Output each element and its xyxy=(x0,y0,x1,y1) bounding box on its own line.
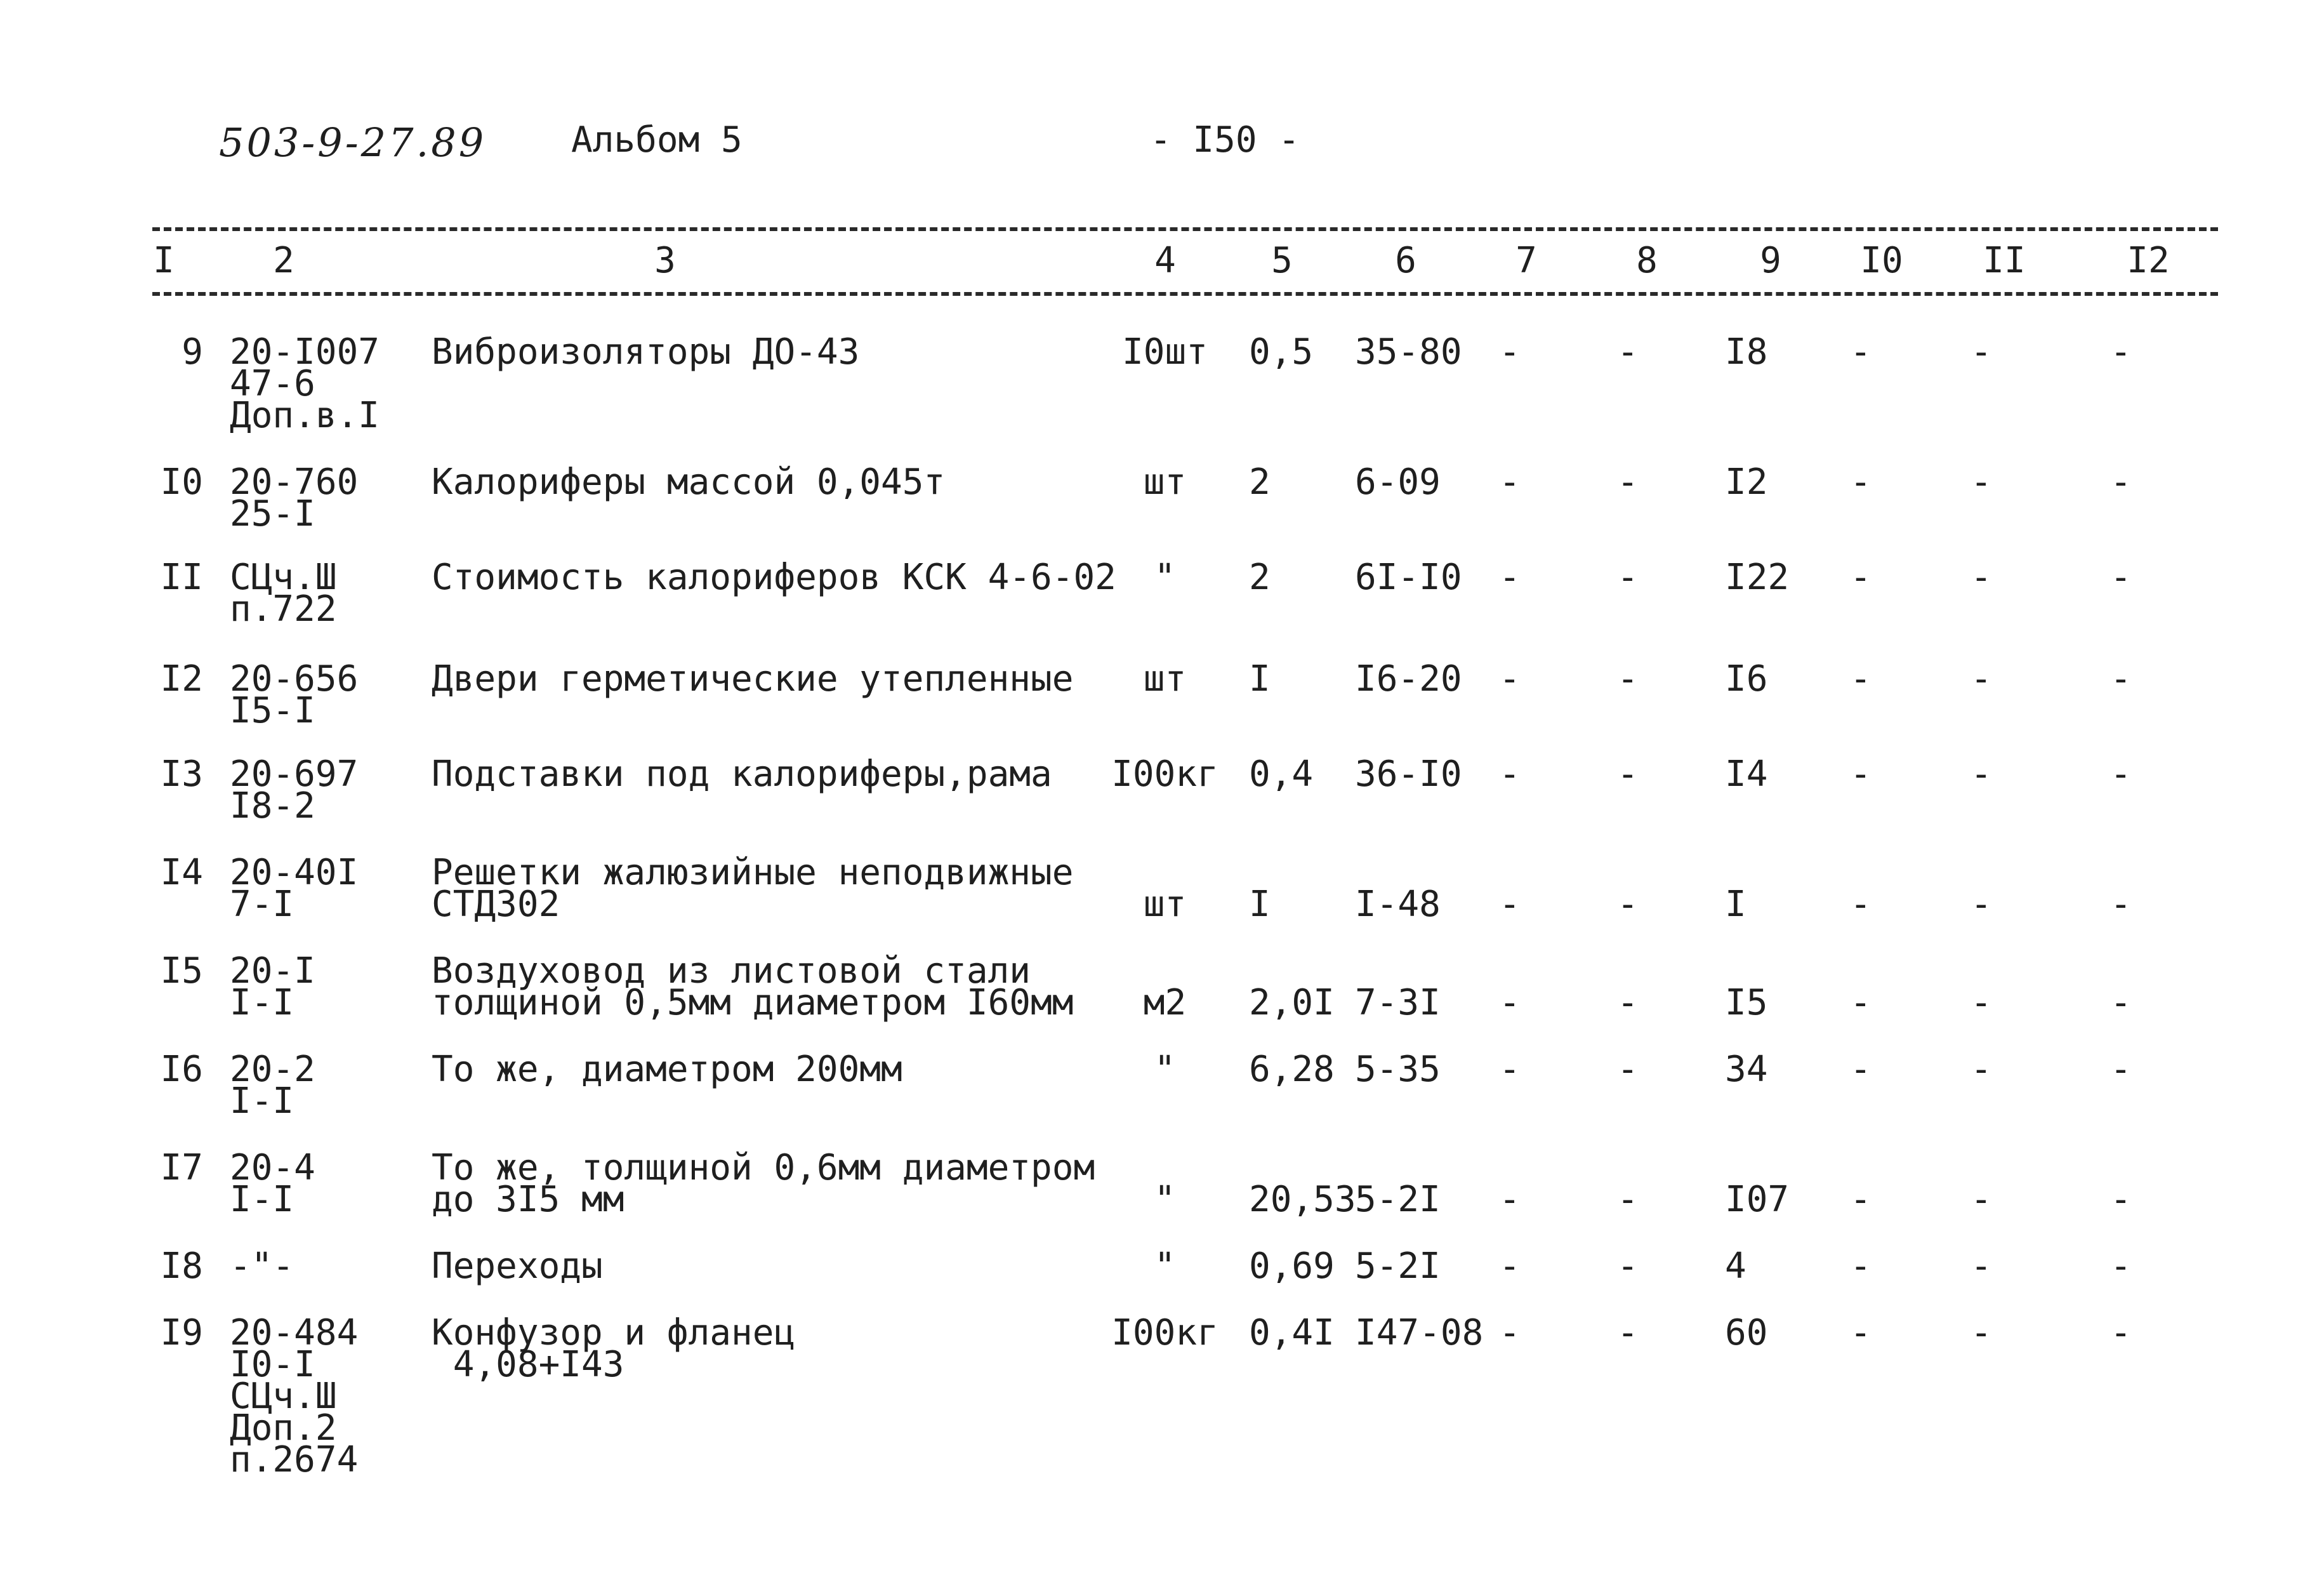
col12-cell: - xyxy=(2110,1312,2132,1353)
col11-cell: - xyxy=(1971,884,1992,925)
document-code: 503-9-27.89 xyxy=(219,119,487,166)
col12-cell: - xyxy=(2110,884,2132,925)
price-cell: 6I-I0 xyxy=(1355,557,1462,598)
price-cell: I6-20 xyxy=(1355,658,1462,700)
col7-cell: - xyxy=(1499,884,1521,925)
col7-cell: - xyxy=(1499,331,1521,373)
col11-cell: - xyxy=(1971,658,1992,700)
norm-code: 20-I I-I xyxy=(230,950,315,1023)
unit-cell: " xyxy=(1154,1049,1176,1090)
col7-cell: - xyxy=(1499,754,1521,795)
col11-cell: - xyxy=(1971,982,1992,1023)
col9-cell: I5 xyxy=(1725,982,1768,1023)
col7-cell: - xyxy=(1499,1179,1521,1220)
work-name: Калориферы массой 0,045т xyxy=(432,462,946,503)
column-header: 4 xyxy=(1154,240,1176,281)
col9-cell: I xyxy=(1725,884,1746,925)
col12-cell: - xyxy=(2110,1179,2132,1220)
quantity-cell: 0,4I xyxy=(1249,1312,1335,1353)
col8-cell: - xyxy=(1617,1179,1639,1220)
column-header: II xyxy=(1983,240,2026,281)
norm-code: -"- xyxy=(230,1246,294,1287)
column-header: 2 xyxy=(273,240,294,281)
row-number: I3 xyxy=(160,754,203,795)
col10-cell: - xyxy=(1850,1246,1872,1287)
col10-cell: - xyxy=(1850,884,1872,925)
col8-cell: - xyxy=(1617,982,1639,1023)
col10-cell: - xyxy=(1850,1049,1872,1090)
col9-cell: 60 xyxy=(1725,1312,1768,1353)
norm-code: 20-656 I5-I xyxy=(230,658,359,731)
column-header: 9 xyxy=(1760,240,1781,281)
price-cell: I-48 xyxy=(1355,884,1441,925)
price-cell: I47-08 xyxy=(1355,1312,1484,1353)
row-number: II xyxy=(160,557,203,598)
work-name: Двери герметические утепленные xyxy=(432,658,1074,700)
col12-cell: - xyxy=(2110,557,2132,598)
quantity-cell: 0,4 xyxy=(1249,754,1314,795)
column-header: I2 xyxy=(2127,240,2170,281)
price-cell: 35-80 xyxy=(1355,331,1462,373)
col12-cell: - xyxy=(2110,1049,2132,1090)
col7-cell: - xyxy=(1499,1312,1521,1353)
col9-cell: I4 xyxy=(1725,754,1768,795)
price-cell: 7-3I xyxy=(1355,982,1441,1023)
column-header: 3 xyxy=(654,240,676,281)
col9-cell: I6 xyxy=(1725,658,1768,700)
col7-cell: - xyxy=(1499,1246,1521,1287)
col9-cell: I2 xyxy=(1725,462,1768,503)
header-rule-bottom xyxy=(152,292,2218,296)
row-number: I9 xyxy=(160,1312,203,1353)
norm-code: 20-40I 7-I xyxy=(230,852,359,925)
row-number: I8 xyxy=(160,1246,203,1287)
column-header-row xyxy=(0,240,2324,291)
norm-code: 20-I007 47-6 Доп.в.I xyxy=(230,331,380,436)
unit-cell: I00кг xyxy=(1111,1312,1218,1353)
album-label: Альбом 5 xyxy=(571,119,743,161)
price-cell: 5-35 xyxy=(1355,1049,1441,1090)
quantity-cell: 0,5 xyxy=(1249,331,1314,373)
column-header: I0 xyxy=(1860,240,1903,281)
col11-cell: - xyxy=(1971,1312,1992,1353)
column-header: 8 xyxy=(1636,240,1658,281)
col7-cell: - xyxy=(1499,557,1521,598)
col10-cell: - xyxy=(1850,557,1872,598)
norm-code: 20-484 I0-I СЦч.Ш Доп.2 п.2674 xyxy=(230,1312,359,1480)
col7-cell: - xyxy=(1499,982,1521,1023)
col8-cell: - xyxy=(1617,1049,1639,1090)
col8-cell: - xyxy=(1617,331,1639,373)
row-number: I5 xyxy=(160,950,203,992)
col11-cell: - xyxy=(1971,462,1992,503)
unit-cell: " xyxy=(1154,1246,1176,1287)
price-cell: 36-I0 xyxy=(1355,754,1462,795)
quantity-cell: 0,69 xyxy=(1249,1246,1335,1287)
col11-cell: - xyxy=(1971,1179,1992,1220)
column-header: I xyxy=(153,240,175,281)
norm-code: 20-4 I-I xyxy=(230,1147,315,1220)
row-number: 9 xyxy=(182,331,203,373)
norm-code: 20-697 I8-2 xyxy=(230,754,359,827)
row-number: I4 xyxy=(160,852,203,893)
row-number: I2 xyxy=(160,658,203,700)
row-number: I7 xyxy=(160,1147,203,1188)
unit-cell: I00кг xyxy=(1111,754,1218,795)
work-name: Воздуховод из листовой стали толщиной 0,5мм диаметром I60мм xyxy=(432,950,1074,1023)
work-name: То же, толщиной 0,6мм диаметром до 3I5 мм xyxy=(432,1147,1095,1220)
col9-cell: I22 xyxy=(1725,557,1790,598)
price-cell: 6-09 xyxy=(1355,462,1441,503)
col8-cell: - xyxy=(1617,462,1639,503)
column-header: 6 xyxy=(1395,240,1416,281)
col12-cell: - xyxy=(2110,1246,2132,1287)
page-number: - I50 - xyxy=(1150,119,1300,161)
column-header: 5 xyxy=(1271,240,1293,281)
col8-cell: - xyxy=(1617,754,1639,795)
work-name: Подставки под калориферы,рама xyxy=(432,754,1052,795)
col12-cell: - xyxy=(2110,658,2132,700)
col12-cell: - xyxy=(2110,982,2132,1023)
col10-cell: - xyxy=(1850,462,1872,503)
col10-cell: - xyxy=(1850,331,1872,373)
col10-cell: - xyxy=(1850,1312,1872,1353)
col12-cell: - xyxy=(2110,331,2132,373)
header-rule-top xyxy=(152,227,2218,231)
work-name: Стоимость калориферов КСК 4-6-02 xyxy=(432,557,1116,598)
quantity-cell: 2,0I xyxy=(1249,982,1335,1023)
quantity-cell: 20,53 xyxy=(1249,1179,1356,1220)
unit-cell: шт xyxy=(1143,884,1187,925)
col8-cell: - xyxy=(1617,884,1639,925)
quantity-cell: 6,28 xyxy=(1249,1049,1335,1090)
col9-cell: I07 xyxy=(1725,1179,1790,1220)
col8-cell: - xyxy=(1617,1246,1639,1287)
row-number: I6 xyxy=(160,1049,203,1090)
col11-cell: - xyxy=(1971,557,1992,598)
col9-cell: I8 xyxy=(1725,331,1768,373)
norm-code: 20-760 25-I xyxy=(230,462,359,535)
col11-cell: - xyxy=(1971,1246,1992,1287)
unit-cell: шт xyxy=(1143,462,1187,503)
work-name: Решетки жалюзийные неподвижные СТД302 xyxy=(432,852,1074,925)
col9-cell: 4 xyxy=(1725,1246,1746,1287)
work-name: Виброизоляторы ДО-43 xyxy=(432,331,860,373)
col12-cell: - xyxy=(2110,754,2132,795)
col10-cell: - xyxy=(1850,982,1872,1023)
norm-code: СЦч.Ш п.722 xyxy=(230,557,337,630)
unit-cell: I0шт xyxy=(1122,331,1208,373)
col7-cell: - xyxy=(1499,658,1521,700)
col7-cell: - xyxy=(1499,1049,1521,1090)
col12-cell: - xyxy=(2110,462,2132,503)
col11-cell: - xyxy=(1971,1049,1992,1090)
row-number: I0 xyxy=(160,462,203,503)
unit-cell: " xyxy=(1154,1179,1176,1220)
work-name: Конфузор и фланец 4,08+I43 xyxy=(432,1312,796,1385)
col8-cell: - xyxy=(1617,1312,1639,1353)
price-cell: 5-2I xyxy=(1355,1179,1441,1220)
col10-cell: - xyxy=(1850,754,1872,795)
norm-code: 20-2 I-I xyxy=(230,1049,315,1122)
quantity-cell: I xyxy=(1249,658,1271,700)
col10-cell: - xyxy=(1850,658,1872,700)
unit-cell: " xyxy=(1154,557,1176,598)
col9-cell: 34 xyxy=(1725,1049,1768,1090)
quantity-cell: 2 xyxy=(1249,462,1271,503)
quantity-cell: 2 xyxy=(1249,557,1271,598)
col8-cell: - xyxy=(1617,658,1639,700)
quantity-cell: I xyxy=(1249,884,1271,925)
col11-cell: - xyxy=(1971,331,1992,373)
column-header: 7 xyxy=(1515,240,1537,281)
unit-cell: шт xyxy=(1143,658,1187,700)
price-cell: 5-2I xyxy=(1355,1246,1441,1287)
work-name: То же, диаметром 200мм xyxy=(432,1049,902,1090)
work-name: Переходы xyxy=(432,1246,603,1287)
col11-cell: - xyxy=(1971,754,1992,795)
col8-cell: - xyxy=(1617,557,1639,598)
col7-cell: - xyxy=(1499,462,1521,503)
unit-cell: м2 xyxy=(1143,982,1187,1023)
col10-cell: - xyxy=(1850,1179,1872,1220)
